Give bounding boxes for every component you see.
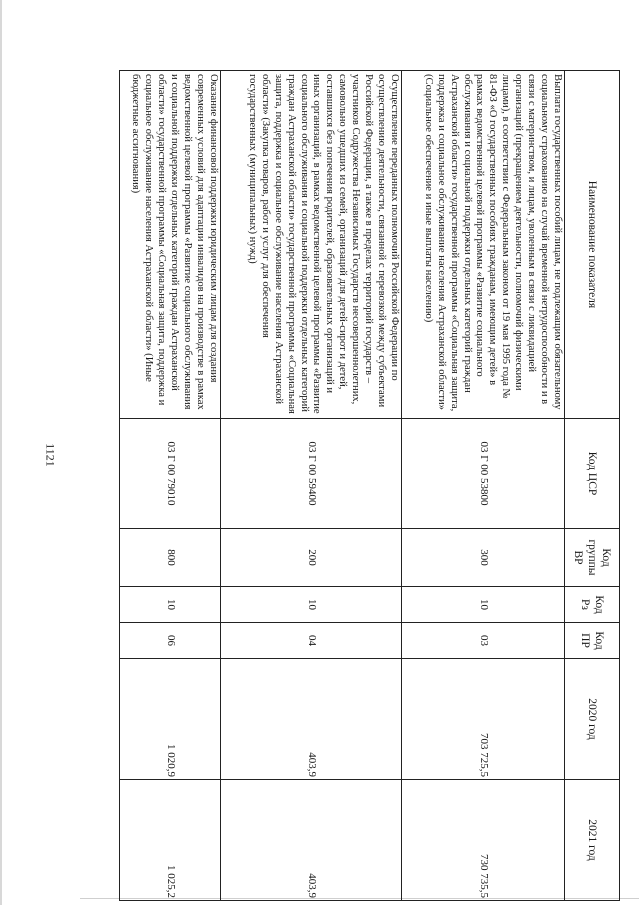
- row-csr: 03 Г 00 59400: [221, 419, 402, 529]
- row-vr: 300: [402, 529, 565, 587]
- row-rz: 10: [402, 587, 565, 623]
- table-row: [221, 71, 402, 901]
- scan-artifact-line: [0, 0, 2, 905]
- row-name: Осуществление переданных полномочий Российской Федерации по осуществлению деятельности, связанной с перевозкой между субъектами Российской Федерации, а также в пределах территорий государств – участников Содружества Независимых Государств несовершеннолетних, самовольно ушедших из семей, организаций для детей-сирот и детей, оставшихся без попечения родителей, образовательных организаций и иных организаций, в рамках ведомственной целевой программы «Развитие социального обслуживания и социальной поддержки отдельных категорий граждан Астраханской области» государственной программы «Социальная защита, поддержка и социальное обслуживание населения Астраханской области» (Закупка товаров, работ и услуг для обеспечения государственных (муниципальных) нужд): [221, 71, 402, 419]
- header-rz: Код Рз: [565, 587, 620, 623]
- row-2020: 703 725,5: [402, 659, 565, 780]
- header-csr: Код ЦСР: [565, 419, 620, 529]
- row-2021: 1 025,2: [120, 780, 221, 901]
- row-pr: 04: [221, 623, 402, 659]
- budget-table: [119, 70, 620, 901]
- row-2021: 730 735,5: [402, 780, 565, 901]
- row-vr: 200: [221, 529, 402, 587]
- page-number: 1121: [43, 443, 58, 467]
- row-vr: 800: [120, 529, 221, 587]
- rotated-table-container: [120, 70, 620, 900]
- header-vr: Код группы ВР: [565, 529, 620, 587]
- row-2021: 403,9: [221, 780, 402, 901]
- row-rz: 10: [120, 587, 221, 623]
- row-2020: 403,9: [221, 659, 402, 780]
- row-csr: 03 Г 00 53800: [402, 419, 565, 529]
- header-2020: 2020 год: [565, 659, 620, 780]
- row-name: Оказание финансовой поддержки юридическим лицам для создания современных условий для адаптации инвалидов на производстве в рамках ведомственной целевой программы «Развитие социального обслуживания и социальной поддержки отдельных категорий граждан Астраханской области» государственной программы «Социальная защита, поддержка и социальное обслуживание населения Астраханской области» (Иные бюджетные ассигнования): [120, 71, 221, 419]
- table-header-row: [565, 71, 620, 901]
- row-csr: 03 Г 00 79010: [120, 419, 221, 529]
- table-row: [120, 71, 221, 901]
- header-pr: Код ПР: [565, 623, 620, 659]
- row-pr: 03: [402, 623, 565, 659]
- row-2020: 1 020,9: [120, 659, 221, 780]
- row-name: Выплата государственных пособий лицам, не подлежащим обязательному социальному страхованию на случай временной нетрудоспособности и в связи с материнством, и лицам, уволенным в связи с ликвидацией организаций (прекращением деятельности, полномочий физическими лицами), в соответствии с Федеральным законом от 19 мая 1995 года № 81-ФЗ «О государственных пособиях гражданам, имеющим детей» в рамках ведомственной целевой программы «Развитие социального обслуживания и социальной поддержки отдельных категорий граждан Астраханской области» государственной программы «Социальная защита, поддержка и социальное обслуживание населения Астраханской области» (Социальное обеспечение и иные выплаты населению): [402, 71, 565, 419]
- table-row: [402, 71, 565, 901]
- header-2021: 2021 год: [565, 780, 620, 901]
- row-pr: 06: [120, 623, 221, 659]
- row-rz: 10: [221, 587, 402, 623]
- header-name: Наименование показателя: [565, 71, 620, 419]
